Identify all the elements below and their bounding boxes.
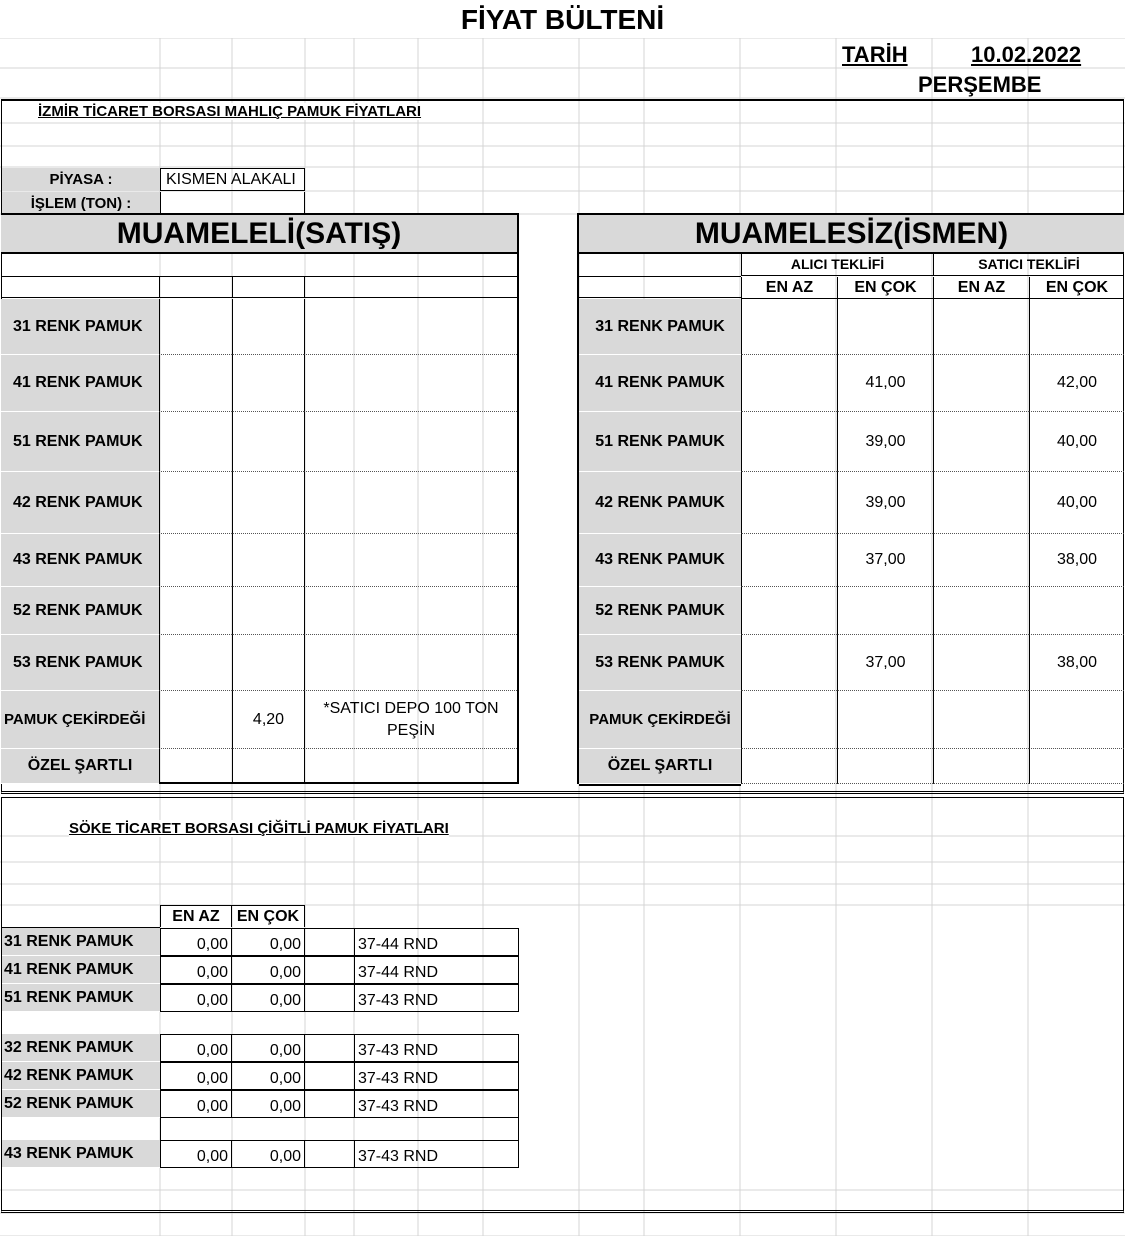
soke-row-label: 41 RENK PAMUK	[2, 956, 160, 984]
soke-row-label: 32 RENK PAMUK	[2, 1034, 160, 1062]
muameleli-row-label: 31 RENK PAMUK	[1, 299, 159, 355]
satici-max-cell: 40,00	[1029, 412, 1124, 472]
soke-max-cell: 0,00	[232, 984, 305, 1012]
muameleli-cell-2	[232, 587, 304, 635]
soke-note-cell: 37-43 RND	[354, 1140, 519, 1168]
satici-min-cell	[933, 355, 1029, 412]
soke-row-label: 42 RENK PAMUK	[2, 1062, 160, 1090]
islem-value	[160, 192, 305, 214]
muameleli-cell-2	[232, 635, 304, 691]
muameleli-row-label: 52 RENK PAMUK	[1, 587, 159, 635]
muameleli-cell-1	[159, 587, 232, 635]
satici-min-cell	[933, 412, 1029, 472]
muameleli-cell-1	[159, 355, 232, 412]
muameleli-cell-1	[159, 534, 232, 587]
muameleli-cell-3	[304, 534, 517, 587]
muameleli-cell-1	[159, 299, 232, 355]
soke-max-header: EN ÇOK	[232, 905, 305, 927]
muameleli-cell-2	[232, 355, 304, 412]
satici-min-cell	[933, 472, 1029, 534]
muameleli-cell-2	[232, 472, 304, 534]
muameleli-cell-1	[159, 635, 232, 691]
satici-min-cell	[933, 299, 1029, 355]
date-label: TARİH	[842, 42, 908, 67]
alici-max-header: EN ÇOK	[837, 277, 933, 299]
muameleli-cell-2: 4,20	[232, 691, 304, 749]
muamelesiz-row-label: ÖZEL ŞARTLI	[579, 749, 741, 784]
soke-min-cell: 0,00	[160, 928, 232, 956]
muameleli-cell-3	[304, 412, 517, 472]
soke-row-label: 31 RENK PAMUK	[2, 928, 160, 956]
muamelesiz-bottom-border	[579, 784, 741, 786]
soke-spacer-cell	[305, 1034, 354, 1062]
soke-max-cell: 0,00	[232, 956, 305, 984]
alici-min-header: EN AZ	[741, 277, 837, 299]
alici-max-cell: 39,00	[837, 472, 933, 534]
muameleli-cell-2	[232, 412, 304, 472]
muameleli-cell-3	[304, 587, 517, 635]
muameleli-cell-1	[159, 412, 232, 472]
soke-min-cell: 0,00	[160, 1034, 232, 1062]
satici-max-cell: 40,00	[1029, 472, 1124, 534]
soke-max-cell: 0,00	[232, 928, 305, 956]
muameleli-cell-3	[304, 749, 517, 784]
muameleli-cell-2	[232, 749, 304, 784]
soke-max-cell: 0,00	[232, 1140, 305, 1168]
soke-note-cell: 37-43 RND	[354, 1062, 519, 1090]
muameleli-row-label: 43 RENK PAMUK	[1, 534, 159, 587]
muameleli-row-label: ÖZEL ŞARTLI	[1, 749, 159, 784]
alici-max-cell	[837, 299, 933, 355]
satici-max-cell	[1029, 587, 1124, 635]
muamelesiz-row-label: 51 RENK PAMUK	[579, 412, 741, 472]
muameleli-header: MUAMELELİ(SATIŞ)	[1, 215, 517, 252]
soke-max-cell: 0,00	[232, 1062, 305, 1090]
soke-min-cell: 0,00	[160, 1090, 232, 1118]
muameleli-row-label: 41 RENK PAMUK	[1, 355, 159, 412]
muamelesiz-row-label: 53 RENK PAMUK	[579, 635, 741, 691]
piyasa-value: KISMEN ALAKALI	[160, 168, 305, 191]
satici-max-cell: 42,00	[1029, 355, 1124, 412]
muameleli-table	[1, 213, 519, 784]
alici-teklifi-header: ALICI TEKLİFİ	[741, 253, 933, 276]
muamelesiz-row-label: 52 RENK PAMUK	[579, 587, 741, 635]
alici-min-cell	[741, 472, 837, 534]
soke-min-cell: 0,00	[160, 984, 232, 1012]
muamelesiz-row-label: 41 RENK PAMUK	[579, 355, 741, 412]
soke-spacer-cell	[305, 928, 354, 956]
satici-max-header: EN ÇOK	[1029, 277, 1124, 299]
satici-min-cell	[933, 587, 1029, 635]
page-title: FİYAT BÜLTENİ	[0, 0, 1125, 38]
muameleli-cell-3	[304, 472, 517, 534]
muameleli-cell-1	[159, 472, 232, 534]
muameleli-cell-1	[159, 749, 232, 784]
muameleli-row-label: PAMUK ÇEKİRDEĞİ	[1, 691, 159, 749]
muamelesiz-table	[577, 213, 1124, 784]
alici-min-cell	[741, 355, 837, 412]
alici-min-cell	[741, 412, 837, 472]
satici-min-cell	[933, 534, 1029, 587]
satici-max-cell: 38,00	[1029, 534, 1124, 587]
soke-spacer-cell	[305, 956, 354, 984]
alici-min-cell	[741, 749, 837, 784]
soke-blank-row	[160, 1118, 519, 1140]
alici-min-cell	[741, 299, 837, 355]
soke-spacer-cell	[305, 1140, 354, 1168]
muamelesiz-row-label: 42 RENK PAMUK	[579, 472, 741, 534]
alici-min-cell	[741, 691, 837, 749]
satici-max-cell	[1029, 749, 1124, 784]
satici-min-header: EN AZ	[933, 277, 1029, 299]
day-name: PERŞEMBE	[918, 72, 1042, 97]
muameleli-row-label: 42 RENK PAMUK	[1, 472, 159, 534]
soke-min-cell: 0,00	[160, 1062, 232, 1090]
alici-max-cell: 41,00	[837, 355, 933, 412]
date-value: 10.02.2022	[971, 42, 1082, 67]
satici-max-cell	[1029, 299, 1124, 355]
alici-max-cell	[837, 749, 933, 784]
soke-note-cell: 37-44 RND	[354, 956, 519, 984]
satici-min-cell	[933, 691, 1029, 749]
soke-header-line	[2, 927, 160, 928]
muameleli-cell-1	[159, 691, 232, 749]
muameleli-row-label: 51 RENK PAMUK	[1, 412, 159, 472]
soke-min-header: EN AZ	[160, 905, 232, 927]
alici-min-cell	[741, 587, 837, 635]
muameleli-row-label: 53 RENK PAMUK	[1, 635, 159, 691]
izmir-section-title: İZMİR TİCARET BORSASI MAHLIÇ PAMUK FİYATLARI	[38, 103, 422, 120]
muameleli-cell-3: *SATICI DEPO 100 TON PEŞİN	[304, 691, 517, 749]
soke-note-cell: 37-44 RND	[354, 928, 519, 956]
alici-max-cell	[837, 587, 933, 635]
alici-max-cell	[837, 691, 933, 749]
soke-note-cell: 37-43 RND	[354, 984, 519, 1012]
islem-label: İŞLEM (TON) :	[2, 192, 160, 214]
soke-max-cell: 0,00	[232, 1090, 305, 1118]
alici-max-cell: 37,00	[837, 534, 933, 587]
soke-row-label: 52 RENK PAMUK	[2, 1090, 160, 1118]
soke-section-title: SÖKE TİCARET BORSASI ÇİĞİTLİ PAMUK FİYATLARI	[69, 820, 449, 837]
satici-teklifi-header: SATICI TEKLİFİ	[933, 253, 1124, 276]
alici-max-cell: 37,00	[837, 635, 933, 691]
alici-min-cell	[741, 534, 837, 587]
muamelesiz-row-label: 43 RENK PAMUK	[579, 534, 741, 587]
alici-min-cell	[741, 635, 837, 691]
soke-note-cell: 37-43 RND	[354, 1034, 519, 1062]
muamelesiz-row-label: PAMUK ÇEKİRDEĞİ	[579, 691, 741, 749]
muameleli-cell-3	[304, 635, 517, 691]
soke-min-cell: 0,00	[160, 956, 232, 984]
satici-min-cell	[933, 749, 1029, 784]
muameleli-cell-3	[304, 299, 517, 355]
soke-note-cell: 37-43 RND	[354, 1090, 519, 1118]
alici-max-cell: 39,00	[837, 412, 933, 472]
muamelesiz-header: MUAMELESİZ(İSMEN)	[579, 215, 1124, 252]
satici-max-cell: 38,00	[1029, 635, 1124, 691]
muameleli-cell-2	[232, 299, 304, 355]
soke-row-label: 51 RENK PAMUK	[2, 984, 160, 1012]
soke-spacer-cell	[305, 984, 354, 1012]
piyasa-label: PİYASA :	[2, 168, 160, 191]
soke-row-label: 43 RENK PAMUK	[2, 1140, 160, 1168]
muamelesiz-row-label: 31 RENK PAMUK	[579, 299, 741, 355]
muameleli-cell-3	[304, 355, 517, 412]
soke-min-cell: 0,00	[160, 1140, 232, 1168]
soke-spacer-cell	[305, 1062, 354, 1090]
satici-max-cell	[1029, 691, 1124, 749]
satici-min-cell	[933, 635, 1029, 691]
muameleli-cell-2	[232, 534, 304, 587]
soke-max-cell: 0,00	[232, 1034, 305, 1062]
soke-spacer-cell	[305, 1090, 354, 1118]
